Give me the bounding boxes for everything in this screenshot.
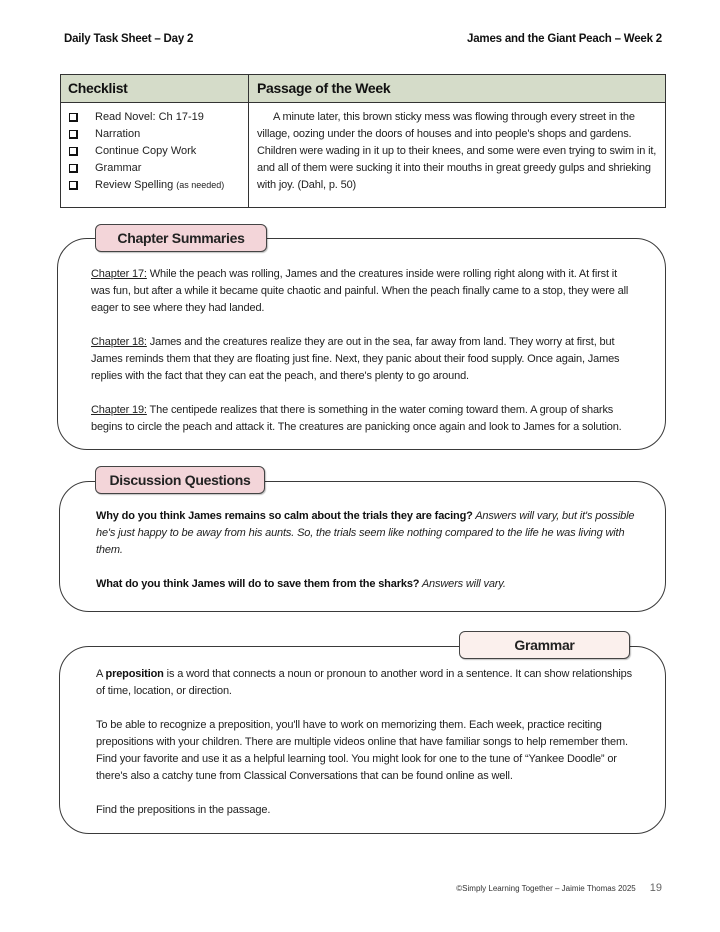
chapter-summary bbox=[91, 402, 639, 436]
passage-heading: Passage of the Week bbox=[257, 80, 391, 96]
checkbox-icon[interactable] bbox=[69, 147, 78, 156]
checklist-item[interactable] bbox=[69, 143, 224, 160]
page-footer bbox=[456, 882, 662, 894]
column-divider bbox=[248, 75, 249, 207]
chapter-summary-text: James and the creatures realize they are out in the sea, far away from land. They worry at first, but James reminds them that they are floating just fine. Next, they panic about their food supply. Once again, James replies with the fact that they can eat the peach, and there's plenty to go around. bbox=[91, 336, 620, 382]
grammar-paragraph: To be able to recognize a preposition, you'll have to work on memorizing them. Each week, practice reciting prepositions with your children. There are multiple videos online that have familiar songs to help remember them. Find your favorite and use it as a helpful learning tool. You might look for one to the tune of “Yankee Doodle” or there's also a catchy tune from Classical Conversations that can be found online as well. bbox=[96, 719, 628, 782]
grammar-tab: Grammar bbox=[459, 631, 630, 659]
chapter-summary-text: While the peach was rolling, James and the creatures inside were rolling right along with it. At first it was fun, but after a while it became quite chaotic and painful. When the peach finally came to a stop, they were all eager to see where they had landed. bbox=[91, 268, 629, 314]
checkbox-icon[interactable] bbox=[69, 181, 78, 190]
passage-text: A minute later, this brown sticky mess was flowing through every street in the village, oozing under the doors of houses and into people's shops and gardens. Children were wading in it up to their knees, and some were even trying to swim in it, and all of them were sucking it into their mouths in great greedy gulps and shrieking with joy. (Dahl, p. 50) bbox=[257, 111, 657, 191]
chapter-summary-text: The centipede realizes that there is something in the water coming toward them. A group of sharks begins to circle the peach and attack it. The creatures are panicking once again and look to James for a solution. bbox=[91, 404, 622, 433]
discussion-item bbox=[96, 576, 638, 593]
text-fragment: is a word that connects a noun or pronoun to another word in a sentence. It can show relationships of time, location, or direction. bbox=[96, 668, 632, 697]
answer: Answers will vary, but it's possible he's just happy to be away from his aunts. So, the trials seem like nothing compared to the life he was living with them. bbox=[96, 510, 635, 556]
discussion-content bbox=[96, 508, 638, 593]
chapter-label: Chapter 18: bbox=[91, 336, 147, 348]
checklist-heading: Checklist bbox=[68, 80, 128, 96]
checklist-item[interactable] bbox=[69, 177, 224, 194]
chapter-summary bbox=[91, 334, 639, 385]
checklist-item[interactable] bbox=[69, 126, 224, 143]
checklist-item[interactable] bbox=[69, 109, 224, 126]
chapter-label: Chapter 17: bbox=[91, 268, 147, 280]
grammar-content bbox=[96, 666, 642, 819]
book-week-title: James and the Giant Peach – Week 2 bbox=[467, 33, 662, 45]
grammar-definition bbox=[96, 666, 642, 700]
text-fragment: A bbox=[96, 668, 106, 680]
grammar-instruction: Find the prepositions in the passage. bbox=[96, 804, 271, 816]
checkbox-icon[interactable] bbox=[69, 113, 78, 122]
checklist bbox=[69, 109, 224, 194]
checklist-item[interactable] bbox=[69, 160, 224, 177]
question: What do you think James will do to save them from the sharks? bbox=[96, 578, 420, 590]
page-number: 19 bbox=[649, 882, 662, 894]
chapter-summaries-tab: Chapter Summaries bbox=[95, 224, 267, 252]
checklist-item-label: Review Spelling bbox=[95, 179, 174, 191]
task-table bbox=[60, 74, 666, 208]
discussion-item bbox=[96, 508, 638, 559]
question: Why do you think James remains so calm about the trials they are facing? bbox=[96, 510, 473, 522]
chapter-summary bbox=[91, 266, 639, 317]
key-term: preposition bbox=[105, 668, 164, 680]
sheet-title: Daily Task Sheet – Day 2 bbox=[64, 33, 194, 45]
checklist-item-note: (as needed) bbox=[176, 180, 225, 190]
answer: Answers will vary. bbox=[419, 578, 506, 590]
chapter-summaries-content bbox=[91, 266, 639, 436]
checklist-item-label: Continue Copy Work bbox=[95, 145, 197, 157]
discussion-questions-tab: Discussion Questions bbox=[95, 466, 265, 494]
checkbox-icon[interactable] bbox=[69, 164, 78, 173]
checklist-item-label: Grammar bbox=[95, 162, 142, 174]
chapter-label: Chapter 19: bbox=[91, 404, 147, 416]
checklist-item-label: Read Novel: Ch 17-19 bbox=[95, 111, 204, 123]
copyright-text: ©Simply Learning Together – Jaimie Thomas 2025 bbox=[456, 884, 636, 893]
checklist-item-label: Narration bbox=[95, 128, 141, 140]
checkbox-icon[interactable] bbox=[69, 130, 78, 139]
